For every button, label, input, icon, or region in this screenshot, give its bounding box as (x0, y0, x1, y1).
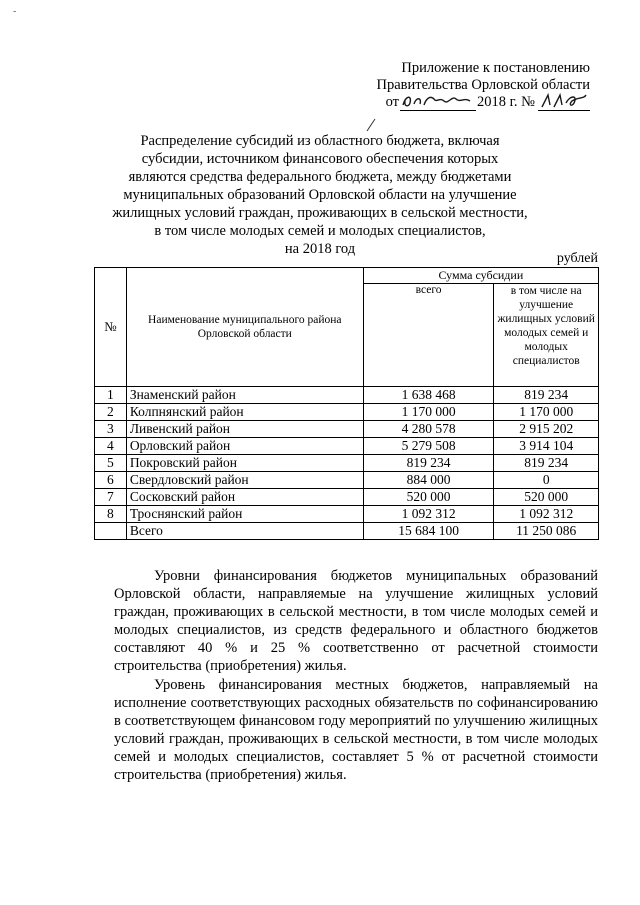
title-line: субсидии, источником финансового обеспечения которых (141, 151, 499, 167)
pen-stroke (365, 118, 377, 132)
table-row (95, 404, 599, 421)
total-amount: 1 170 000 (363, 404, 494, 421)
total-amount: 5 279 508 (363, 438, 494, 455)
district-name: Колпнянский район (126, 404, 363, 421)
total-label: Всего (126, 523, 363, 540)
row-number: 5 (95, 455, 127, 472)
paragraph-2-text: Уровень финансирования местных бюджетов, направляемый на исполнение соответствующих расходных обязательств по софинансированию в соответствующем финансовом году мероприятий по улучшению жилищных условий граждан, проживающих в сельской местности, в том числе молодых семей и молодых специалистов, составляет 5 % от расчетной стоимости строительства (приобретения) жилья. (114, 677, 598, 783)
total-amount: 520 000 (363, 489, 494, 506)
table-row (95, 506, 599, 523)
header-district-name: Наименование муниципального района Орловской области (126, 268, 363, 387)
paragraph-federal-regional (114, 567, 598, 675)
currency-unit: рублей (556, 251, 598, 266)
title-line: являются средства федерального бюджета, между бюджетами (128, 169, 512, 185)
total-amount: 4 280 578 (363, 421, 494, 438)
appendix-block (330, 60, 590, 111)
young-amount: 819 234 (494, 455, 599, 472)
title-line: Распределение субсидий из областного бюджета, включая (140, 133, 500, 149)
date-prefix: от (385, 94, 399, 110)
handwritten-number-signature (538, 95, 590, 111)
row-number: 7 (95, 489, 127, 506)
paragraph-local-budget (114, 676, 598, 784)
corner-mark: - (13, 6, 17, 17)
table-row (95, 455, 599, 472)
row-number: 2 (95, 404, 127, 421)
header-subsidy-sum: Сумма субсидии (363, 268, 598, 284)
appendix-line-2: Правительства Орловской области (376, 77, 590, 93)
district-name: Орловский район (126, 438, 363, 455)
header-total: всего (363, 284, 494, 387)
grand-young-amount: 11 250 086 (494, 523, 599, 540)
row-number: 4 (95, 438, 127, 455)
district-name: Сосковский район (126, 489, 363, 506)
district-name: Покровский район (126, 455, 363, 472)
young-amount: 3 914 104 (494, 438, 599, 455)
young-amount: 819 234 (494, 387, 599, 404)
young-amount: 0 (494, 472, 599, 489)
district-name: Свердловский район (126, 472, 363, 489)
table-total-row (95, 523, 599, 540)
subsidy-table (94, 267, 599, 540)
appendix-line-1: Приложение к постановлению (401, 60, 590, 76)
title-line: в том числе молодых семей и молодых специалистов, (154, 223, 486, 239)
row-number: 6 (95, 472, 127, 489)
table-row (95, 472, 599, 489)
date-suffix: 2018 г. № (476, 94, 535, 110)
young-amount: 2 915 202 (494, 421, 599, 438)
table-row (95, 489, 599, 506)
total-amount: 819 234 (363, 455, 494, 472)
document-title (100, 132, 540, 258)
young-amount: 520 000 (494, 489, 599, 506)
grand-total-amount: 15 684 100 (363, 523, 494, 540)
table-row (95, 387, 599, 404)
total-amount: 884 000 (363, 472, 494, 489)
table-row (95, 421, 599, 438)
handwritten-date-signature (400, 95, 476, 111)
total-amount: 1 092 312 (363, 506, 494, 523)
district-name: Знаменский район (126, 387, 363, 404)
row-number (95, 523, 127, 540)
header-young-families: в том числе на улучшение жилищных условий молодых семей и молодых специалистов (494, 284, 599, 387)
young-amount: 1 170 000 (494, 404, 599, 421)
title-line: жилищных условий граждан, проживающих в сельской местности, (112, 205, 528, 221)
appendix-date-line (330, 94, 590, 111)
district-name: Ливенский район (126, 421, 363, 438)
row-number: 1 (95, 387, 127, 404)
total-amount: 1 638 468 (363, 387, 494, 404)
table-row (95, 438, 599, 455)
district-name: Троснянский район (126, 506, 363, 523)
young-amount: 1 092 312 (494, 506, 599, 523)
title-line: на 2018 год (284, 241, 356, 257)
row-number: 8 (95, 506, 127, 523)
paragraph-1-text: Уровни финансирования бюджетов муниципальных образований Орловской области, направляемые на улучшение жилищных условий граждан, проживающих в сельской местности, в том числе молодых семей и молодых специалистов, из средств федерального и областного бюджетов составляют 40 % и 25 % соответственно от расчетной стоимости строительства (приобретения) жилья. (114, 568, 598, 674)
row-number: 3 (95, 421, 127, 438)
header-number: № (95, 268, 127, 387)
title-line: муниципальных образований Орловской области на улучшение (123, 187, 517, 203)
